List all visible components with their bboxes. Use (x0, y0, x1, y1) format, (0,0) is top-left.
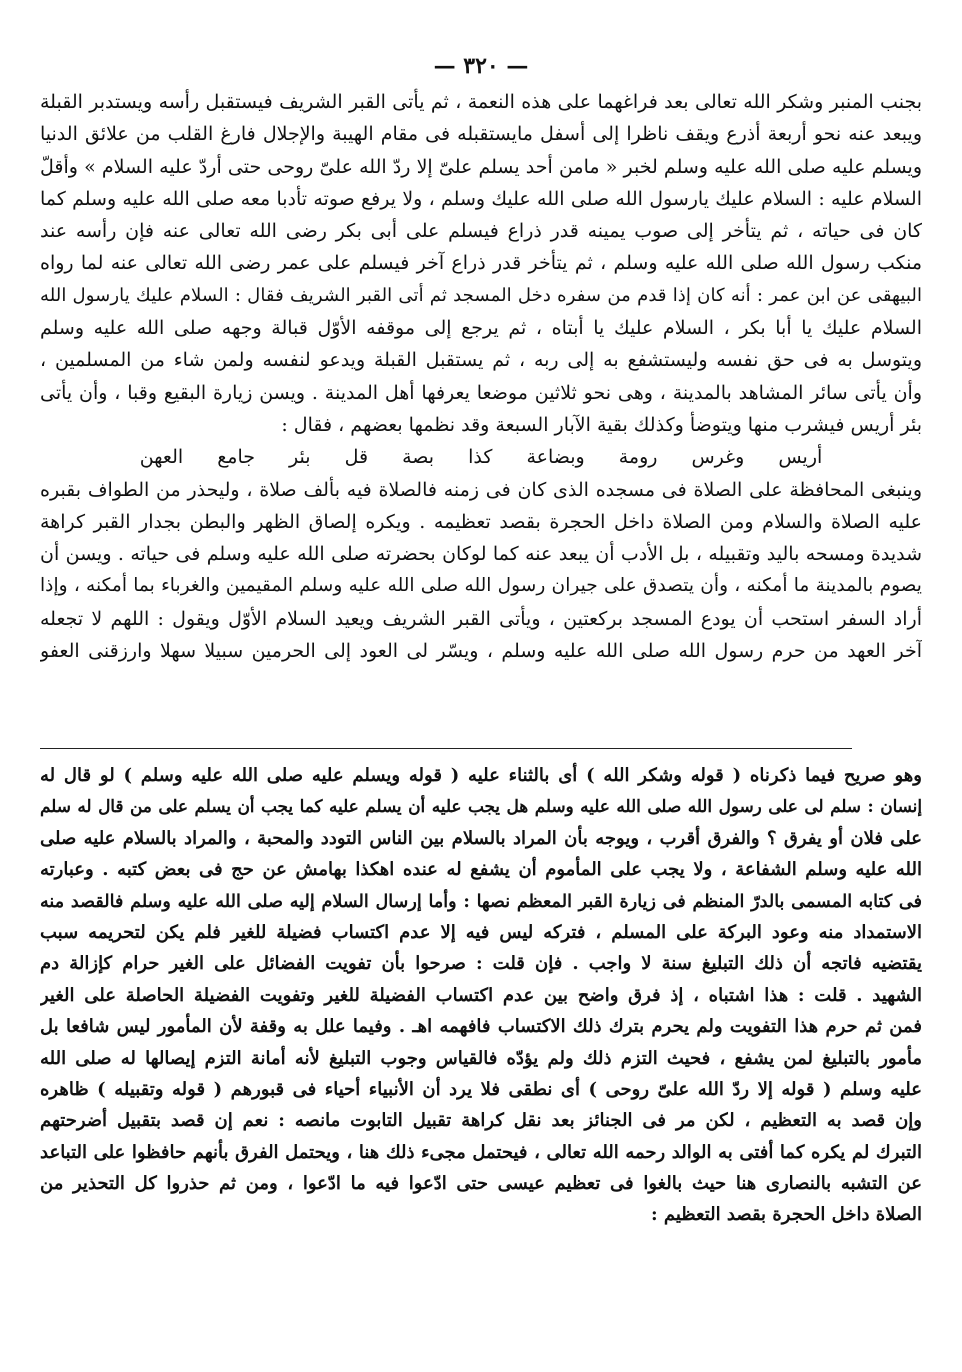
commentary-line: التبرك لم يكره كما أفتى به الوالد رحمه الله تعالى ، فيحتمل مجىء ذلك هنا ، ويحتمل الفرق بأنهم حافظوا على التباعد (40, 1141, 922, 1163)
commentary-line: وإن قصد به التعظيم ، لكن مر فى الجنائز بعد نقل كراهة تقبيل التابوت مانصه : نعم إن قصد بتقبيل أضرحتهم (40, 1110, 922, 1132)
main-text-line: شديدة ومسحه باليد وتقبيله ، بل الأدب أن يبعد عنه كما لوكان بحضرته صلى الله عليه وسلم فى حياته . ويسن أن (40, 543, 922, 566)
main-text-line: ويتوسل به فى حق نفسه وليستشفع به إلى ربه ، ثم يستقبل القبلة ويدعو لنفسه ولمن شاء من المسلمين ، (40, 349, 922, 372)
commentary-line: الصلاة داخل الحجرة بقصد التعظيم : (650, 1204, 922, 1226)
commentary-line: مأمور بالتبليغ لمن يشفع ، فحيث التزم ذلك ولم يؤدّه فالقياس وجوب التبليغ لأنه أمانة التزم إيصالها له صلى الله (40, 1047, 922, 1069)
commentary-line: عليه وسلم ( قوله إلا ردّ الله علىّ روحى ) أى نطقى فلا يرد أن الأنبياء أحياء فى قبورهم ( قوله وتقبيله ) ظاهره (40, 1078, 922, 1100)
commentary-line: يقتضيه فاتجه أن ذلك التبليغ سنة لا واجب . فإن قلت : صرحوا بأن تفويت الفضائل على الغير حرام كإزالة دم (40, 953, 922, 975)
main-text-line: البيهقى عن ابن عمر : أنه كان إذا قدم من سفره دخل المسجد ثم أتى القبر الشريف فقال : السلام عليك يارسول الله (40, 284, 922, 306)
main-text-line: السلام عليه : السلام عليك يارسول الله صلى الله عليك وسلم ، ولا يرفع صوته تأدبا معه صلى الله عليه وسلم كما (40, 187, 922, 210)
commentary-line: الشهيد . قلت : هذا اشتباه ، إذ فرق واضح بين عدم اكتساب الفضيلة للغير وتفويت الفضيلة الحاصلة على الغير (40, 984, 922, 1006)
page-number: — ٣٢٠ — (433, 53, 529, 79)
main-text-line: آخر العهد من حرم رسول الله صلى الله عليه وسلم ، ويسّر لى العود إلى الحرمين سبيلا سهلا وارزقنى العفو (40, 640, 922, 663)
main-text-line: كان فى حياته ، ثم يتأخر إلى صوب يمينه قدر ذراع فيسلم على أبى بكر رضى الله تعالى عنه فإن رأسه عند (40, 220, 922, 243)
main-text-line: ويبعد عنه نحو أربعة أذرع ويقف ناظرا إلى أسفل مايستقبله فى مقام الهيبة والإجلال فارغ القلب من علائق الدنيا (40, 123, 922, 146)
main-text-line: عليه الصلاة والسلام ومن الصلاة داخل الحجرة بقصد تعظيمه . ويكره إلصاق الظهر والبطن بجدار القبر كراهة (40, 510, 922, 533)
footnote-divider (40, 748, 852, 749)
commentary-line: فى كتابه المسمى بالدرّ المنظم فى زيارة القبر المعظم نصها : وأما إرسال السلام إليه صلى الله عليه وسلم فالقصد منه (40, 890, 922, 912)
main-text-line: وينبغى المحافظة على الصلاة فى مسجده الذى كان فى زمنه فالصلاة فيه بألف صلاة ، وليحذر من الطواف بقبره (40, 478, 922, 501)
main-text-line: ويسلم عليه صلى الله عليه وسلم لخبر « مامن أحد يسلم علىّ إلا ردّ الله علىّ روحى حتى أردّ عليه السلام » وأقلّ (40, 155, 922, 178)
main-text-block (40, 86, 922, 667)
verse-line: أريس وغرس رومة وبضاعة كذا بصة قل بئر جامع العهن (139, 446, 823, 469)
main-text-line: منكب رسول الله صلى الله عليه وسلم ، ثم يتأخر قدر ذراع آخر فيسلم على عمر رضى الله تعالى عنه لما رواه (40, 252, 922, 275)
commentary-line: إنسان : سلم لى على رسول الله صلى الله عليه وسلم هل يجب عليه أن يسلم عليه كما يجب أن يسلم على من قال له سلم (40, 796, 922, 817)
commentary-line: على فلان أو يفرق ؟ والفرق أقرب ، ويوجه بأن المراد بالسلام بين الناس التودد والمحبة ، والمراد بالسلام عليه صلى (40, 827, 922, 849)
main-text-line: يصوم بالمدينة ما أمكنه ، وأن يتصدق على جيران رسول الله صلى الله عليه وسلم المقيمين والغرباء بما أمكنه ، وإذا (40, 575, 922, 597)
commentary-block (40, 760, 922, 1231)
main-text-line: بئر أريس فيشرب منها ويتوضأ وكذلك بقية الآبار السبعة وقد نظمها بعضهم ، فقال : (281, 413, 922, 436)
commentary-line: فمن ثم حرم هذا التفويت ولم يحرم بترك ذلك الاكتساب فافهمه اهـ . وفيما علل به وقفة لأن المأمور ليس شافعا بل (40, 1016, 922, 1038)
commentary-line: الله عليه وسلم الشفاعة ، ولا يجب على المأموم أن يشفع له عنده اهكذا بهامش عن حج فى بعض كتبه . وعبارته (40, 859, 922, 881)
main-text-line: بجنب المنبر وشكر الله تعالى بعد فراغهما على هذه النعمة ، ثم يأتى القبر الشريف فيستقبل رأسه ويستدبر القبلة (40, 91, 922, 113)
commentary-line: وهو صريح فيما ذكرناه ( قوله وشكر الله ) أى بالثناء عليه ( قوله ويسلم عليه صلى الله عليه وسلم ) لو قال له (40, 765, 922, 786)
commentary-line: عن التشبه بالنصارى هنا حيث بالغوا فى تعظيم عيسى حتى ادّعوا فيه ما ادّعوا ، ومن ثم حذروا كل التحذير من (40, 1173, 922, 1195)
main-text-line: وأن يأتى سائر المشاهد بالمدينة ، وهى نحو ثلاثين موضعا يعرفها أهل المدينة . ويسن زيارة البقيع وقبا ، وأن يأتى (40, 381, 922, 404)
main-text-line: السلام عليك يا أبا بكر ، السلام عليك يا أبتاه ، ثم يرجع إلى موقفه الأوّل قبالة وجهه صلى الله عليه وسلم (40, 317, 922, 340)
commentary-line: الاستمداد منه وعود البركة على المسلم ، فتركه ليس فيه إلا عدم اكتساب فضيلة للغير فلم يكن لتحريمه سبب (40, 921, 922, 943)
main-text-line: أراد السفر استحب أن يودع المسجد بركعتين ، ويأتى القبر الشريف ويعيد السلام الأوّل ويقول : اللهم لا تجعله (40, 607, 922, 630)
